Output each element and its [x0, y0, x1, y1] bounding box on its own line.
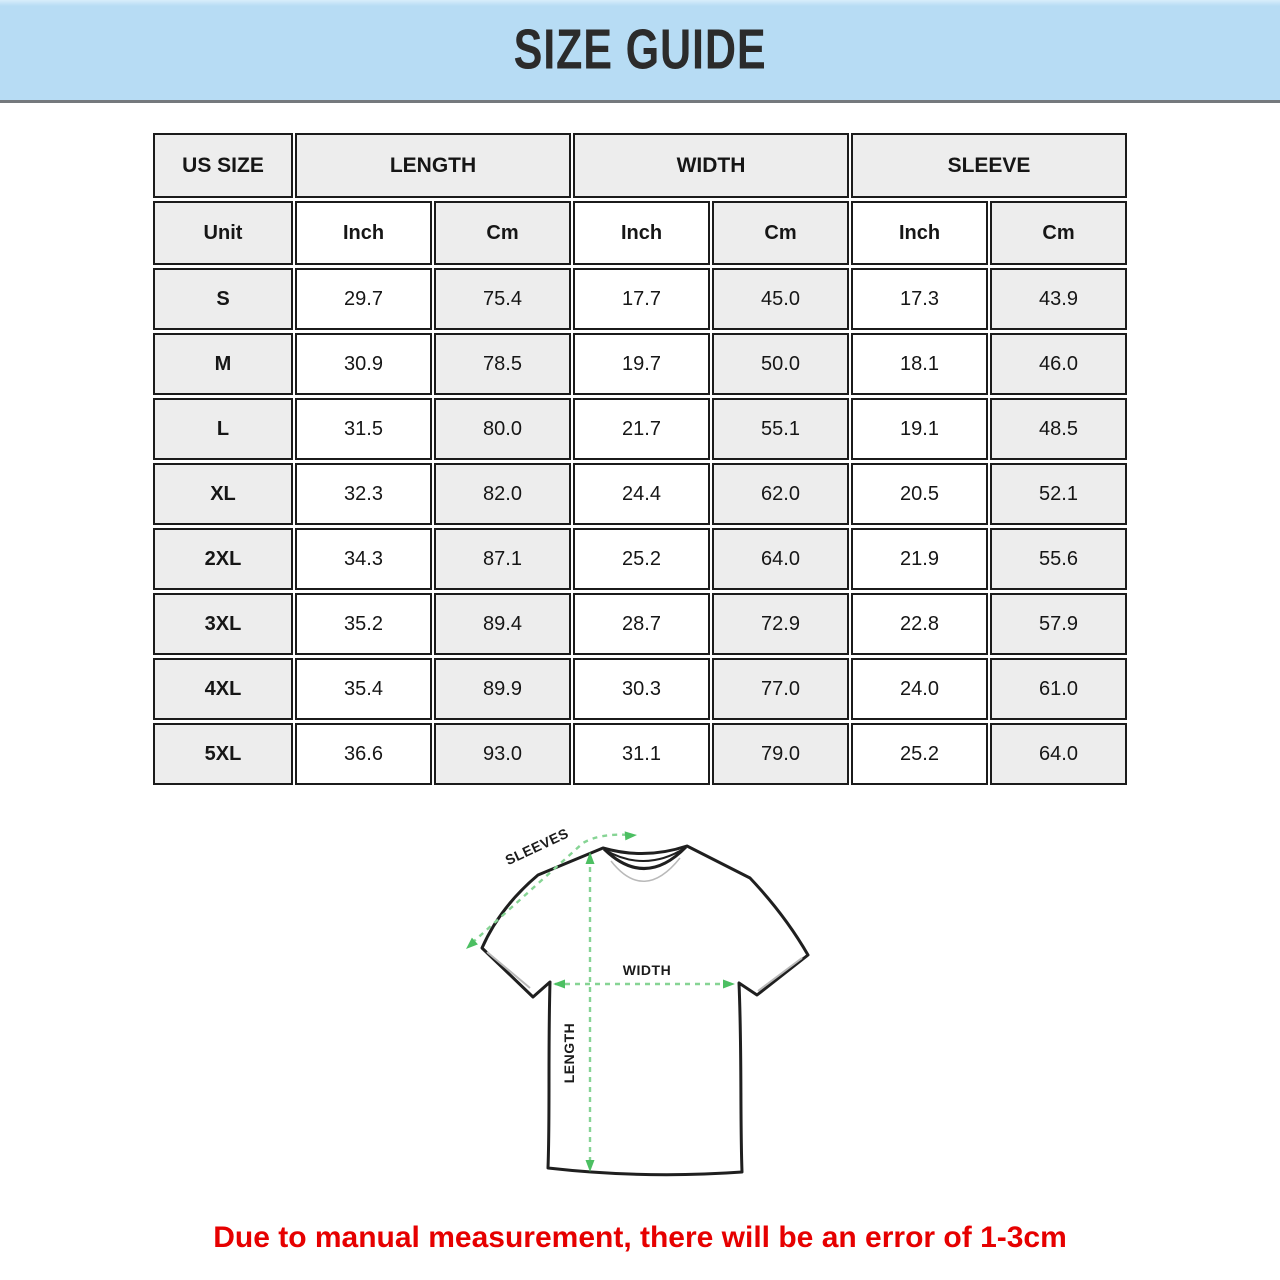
tshirt-outline	[482, 846, 808, 1175]
measurement-cell: 75.4	[434, 268, 571, 330]
measurement-cell: 18.1	[851, 333, 988, 395]
measurement-cell: 61.0	[990, 658, 1127, 720]
measurement-cell: 30.9	[295, 333, 432, 395]
table-row	[153, 593, 1127, 655]
header-group-row	[153, 133, 1127, 198]
table-row	[153, 268, 1127, 330]
measurement-cell: 55.6	[990, 528, 1127, 590]
size-label: 3XL	[153, 593, 293, 655]
sleeves-label: SLEEVES	[502, 824, 572, 869]
size-label: 4XL	[153, 658, 293, 720]
sleeves-arrowhead-end	[625, 831, 638, 841]
measurement-cell: 55.1	[712, 398, 849, 460]
header-width: WIDTH	[573, 133, 849, 198]
measurement-cell: 45.0	[712, 268, 849, 330]
measurement-cell: 78.5	[434, 333, 571, 395]
unit-label: Unit	[153, 201, 293, 265]
measurement-cell: 89.4	[434, 593, 571, 655]
unit-inch: Inch	[295, 201, 432, 265]
measurement-disclaimer: Due to manual measurement, there will be an error of 1-3cm	[213, 1221, 1067, 1254]
header-length: LENGTH	[295, 133, 571, 198]
measurement-cell: 64.0	[990, 723, 1127, 785]
measurement-cell: 46.0	[990, 333, 1127, 395]
size-label: XL	[153, 463, 293, 525]
page-title: SIZE GUIDE	[513, 18, 767, 82]
length-label: LENGTH	[561, 1022, 577, 1084]
measurement-cell: 89.9	[434, 658, 571, 720]
size-label: 2XL	[153, 528, 293, 590]
measurement-cell: 31.1	[573, 723, 710, 785]
measurement-cell: 19.1	[851, 398, 988, 460]
measurement-cell: 32.3	[295, 463, 432, 525]
size-rows	[153, 268, 1127, 785]
measurement-cell: 43.9	[990, 268, 1127, 330]
measurement-cell: 17.7	[573, 268, 710, 330]
measurement-cell: 17.3	[851, 268, 988, 330]
measurement-cell: 24.0	[851, 658, 988, 720]
measurement-cell: 25.2	[851, 723, 988, 785]
size-label: S	[153, 268, 293, 330]
tshirt-measurement-diagram	[440, 815, 840, 1215]
size-table	[151, 130, 1129, 788]
measurement-cell: 79.0	[712, 723, 849, 785]
table-row	[153, 528, 1127, 590]
size-label: L	[153, 398, 293, 460]
measurement-cell: 21.9	[851, 528, 988, 590]
measurement-cell: 64.0	[712, 528, 849, 590]
measurement-cell: 57.9	[990, 593, 1127, 655]
measurement-cell: 35.4	[295, 658, 432, 720]
measurement-cell: 80.0	[434, 398, 571, 460]
measurement-cell: 22.8	[851, 593, 988, 655]
unit-cm: Cm	[434, 201, 571, 265]
size-label: 5XL	[153, 723, 293, 785]
measurement-cell: 77.0	[712, 658, 849, 720]
measurement-cell: 34.3	[295, 528, 432, 590]
measurement-cell: 30.3	[573, 658, 710, 720]
width-label: WIDTH	[622, 962, 672, 978]
measurement-cell: 29.7	[295, 268, 432, 330]
header-sleeve: SLEEVE	[851, 133, 1127, 198]
measurement-cell: 72.9	[712, 593, 849, 655]
measurement-cell: 50.0	[712, 333, 849, 395]
unit-inch: Inch	[573, 201, 710, 265]
measurement-cell: 28.7	[573, 593, 710, 655]
table-row	[153, 463, 1127, 525]
table-row	[153, 723, 1127, 785]
header-us-size: US SIZE	[153, 133, 293, 198]
title-banner	[0, 0, 1280, 103]
measurement-cell: 24.4	[573, 463, 710, 525]
measurement-cell: 82.0	[434, 463, 571, 525]
measurement-cell: 48.5	[990, 398, 1127, 460]
size-label: M	[153, 333, 293, 395]
measurement-cell: 93.0	[434, 723, 571, 785]
unit-row	[153, 201, 1127, 265]
tshirt-diagram-svg	[440, 815, 840, 1215]
measurement-cell: 35.2	[295, 593, 432, 655]
unit-cm: Cm	[712, 201, 849, 265]
measurement-cell: 19.7	[573, 333, 710, 395]
measurement-cell: 87.1	[434, 528, 571, 590]
unit-inch: Inch	[851, 201, 988, 265]
table-row	[153, 398, 1127, 460]
measurement-cell: 21.7	[573, 398, 710, 460]
table-row	[153, 658, 1127, 720]
measurement-cell: 36.6	[295, 723, 432, 785]
table-row	[153, 333, 1127, 395]
unit-cm: Cm	[990, 201, 1127, 265]
measurement-cell: 31.5	[295, 398, 432, 460]
measurement-cell: 25.2	[573, 528, 710, 590]
measurement-cell: 62.0	[712, 463, 849, 525]
measurement-cell: 20.5	[851, 463, 988, 525]
measurement-cell: 52.1	[990, 463, 1127, 525]
